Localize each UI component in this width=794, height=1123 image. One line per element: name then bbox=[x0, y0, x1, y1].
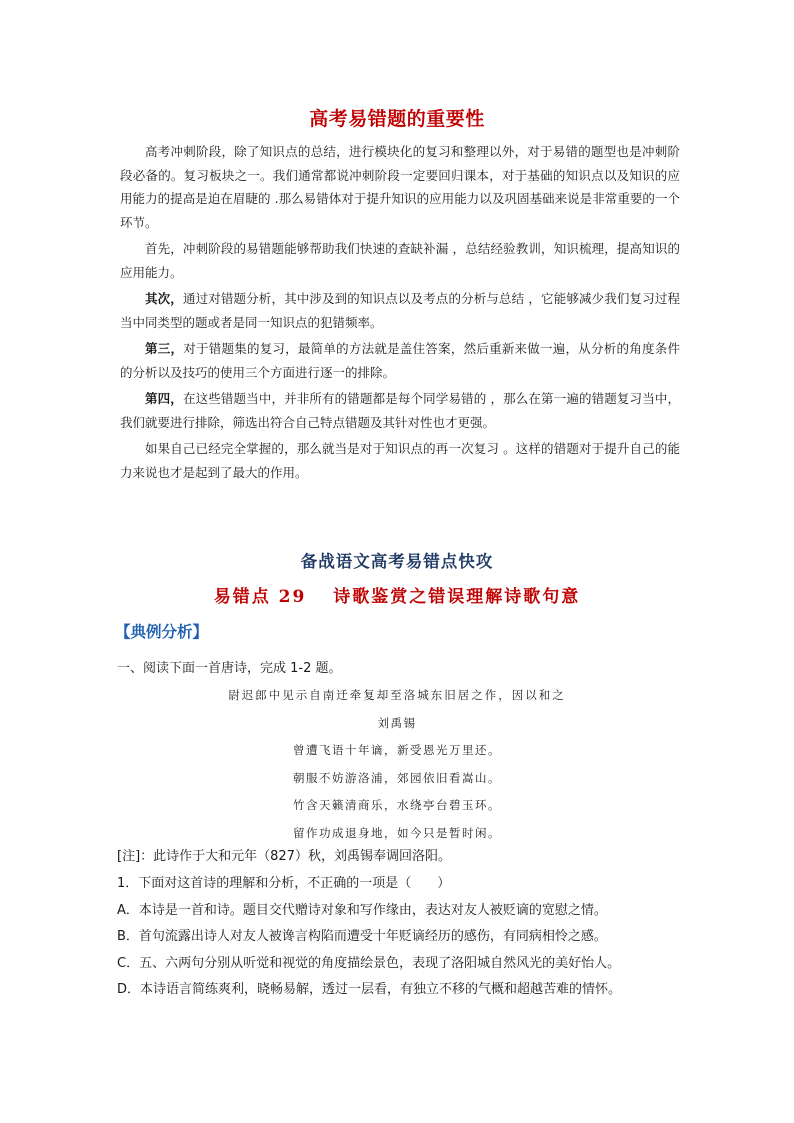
poem-line: 留作功成退身地，如今只是暂时闲。 bbox=[293, 825, 501, 840]
example-analysis-label: 【典例分析】 bbox=[115, 622, 209, 641]
option-b: B．首句流露出诗人对友人被谗言构陷而遭受十年贬谪经历的感伤，有同病相怜之感。 bbox=[117, 929, 607, 944]
intro-paragraph: 高考冲刺阶段，除了知识点的总结，进行模块化的复习和整理以外，对于易错的题型也是冲刺阶段必备的。复习板块之一。我们通常都说冲刺阶段一定要回归课本，对于基础的知识点以及知识的应用能力的提高是迫在眉睫的 .那么易错体对于提升知识的应用能力以及巩固基础来说是非常重要的一个环节。 bbox=[120, 144, 680, 230]
poem-note: [注]：此诗作于大和元年（827）秋，刘禹锡奉调回洛阳。 bbox=[117, 849, 451, 864]
section-heading: 备战语文高考易错点快攻 bbox=[300, 552, 494, 571]
poem-title: 尉迟郎中见示自南迁牵复却至洛城东旧居之作，因以和之 bbox=[228, 688, 566, 702]
intro-section bbox=[120, 140, 680, 487]
poem-line: 曾遭飞语十年谪，新受恩光万里还。 bbox=[293, 743, 501, 757]
intro-paragraph: 如果自己已经完全掌握的，那么就当是对于知识点的再一次复习 。这样的错题对于提升自己的能力来说也才是起到了最大的作用。 bbox=[120, 441, 680, 480]
question-list bbox=[117, 871, 687, 1004]
poem bbox=[117, 682, 677, 847]
page-title: 高考易错题的重要性 bbox=[309, 108, 485, 130]
paragraph-lead: 第三， bbox=[145, 341, 184, 356]
paragraph-body: 在这些错题当中，并非所有的错题都是每个同学易错的 ，那么在第一遍的错题复习当中，我们就要进行排除，筛选出符合自己特点错题及其针对性也才更强。 bbox=[120, 391, 680, 430]
poem-line: 朝服不妨游洛浦，郊园依旧看嵩山。 bbox=[293, 770, 501, 785]
option-d: D．本诗语言简练爽利，晓畅易解，透过一层看，有独立不移的气概和超越苦难的情怀。 bbox=[117, 982, 622, 997]
intro-paragraph bbox=[120, 287, 680, 334]
paragraph-body: 对于错题集的复习，最简单的方法就是盖住答案，然后重新来做一遍，从分析的角度条件的分析以及技巧的使用三个方面进行逐一的排除。 bbox=[120, 341, 680, 380]
intro-paragraph: 首先，冲刺阶段的易错题能够帮助我们快速的查缺补漏 ，总结经验教训，知识梳理，提高知识的应用能力。 bbox=[120, 241, 680, 280]
poem-author: 刘禹锡 bbox=[377, 715, 417, 730]
option-c: C．五、六两句分别从听觉和视觉的角度描绘景色，表现了洛阳城自然风光的美好怡人。 bbox=[117, 955, 621, 971]
intro-paragraph bbox=[120, 337, 680, 384]
question-intro: 一、阅读下面一首唐诗，完成 1-2 题。 bbox=[117, 661, 342, 676]
intro-paragraph bbox=[120, 387, 680, 434]
paragraph-lead: 第四， bbox=[145, 391, 183, 406]
question-stem: 1．下面对这首诗的理解和分析，不正确的一项是（ ） bbox=[117, 876, 451, 891]
option-a: A．本诗是一首和诗。题目交代赠诗对象和写作缘由，表达对友人被贬谪的宽慰之情。 bbox=[117, 902, 607, 918]
section-subheading: 易错点 29 诗歌鉴赏之错误理解诗歌句意 bbox=[213, 587, 581, 607]
paragraph-lead: 其次， bbox=[145, 291, 183, 306]
paragraph-body: 通过对错题分析，其中涉及到的知识点以及考点的分析与总结 ，它能够减少我们复习过程当中同类型的题或者是同一知识点的犯错频率。 bbox=[120, 291, 680, 330]
poem-line: 竹含天籁清商乐，水绕亭台碧玉环。 bbox=[293, 798, 501, 812]
